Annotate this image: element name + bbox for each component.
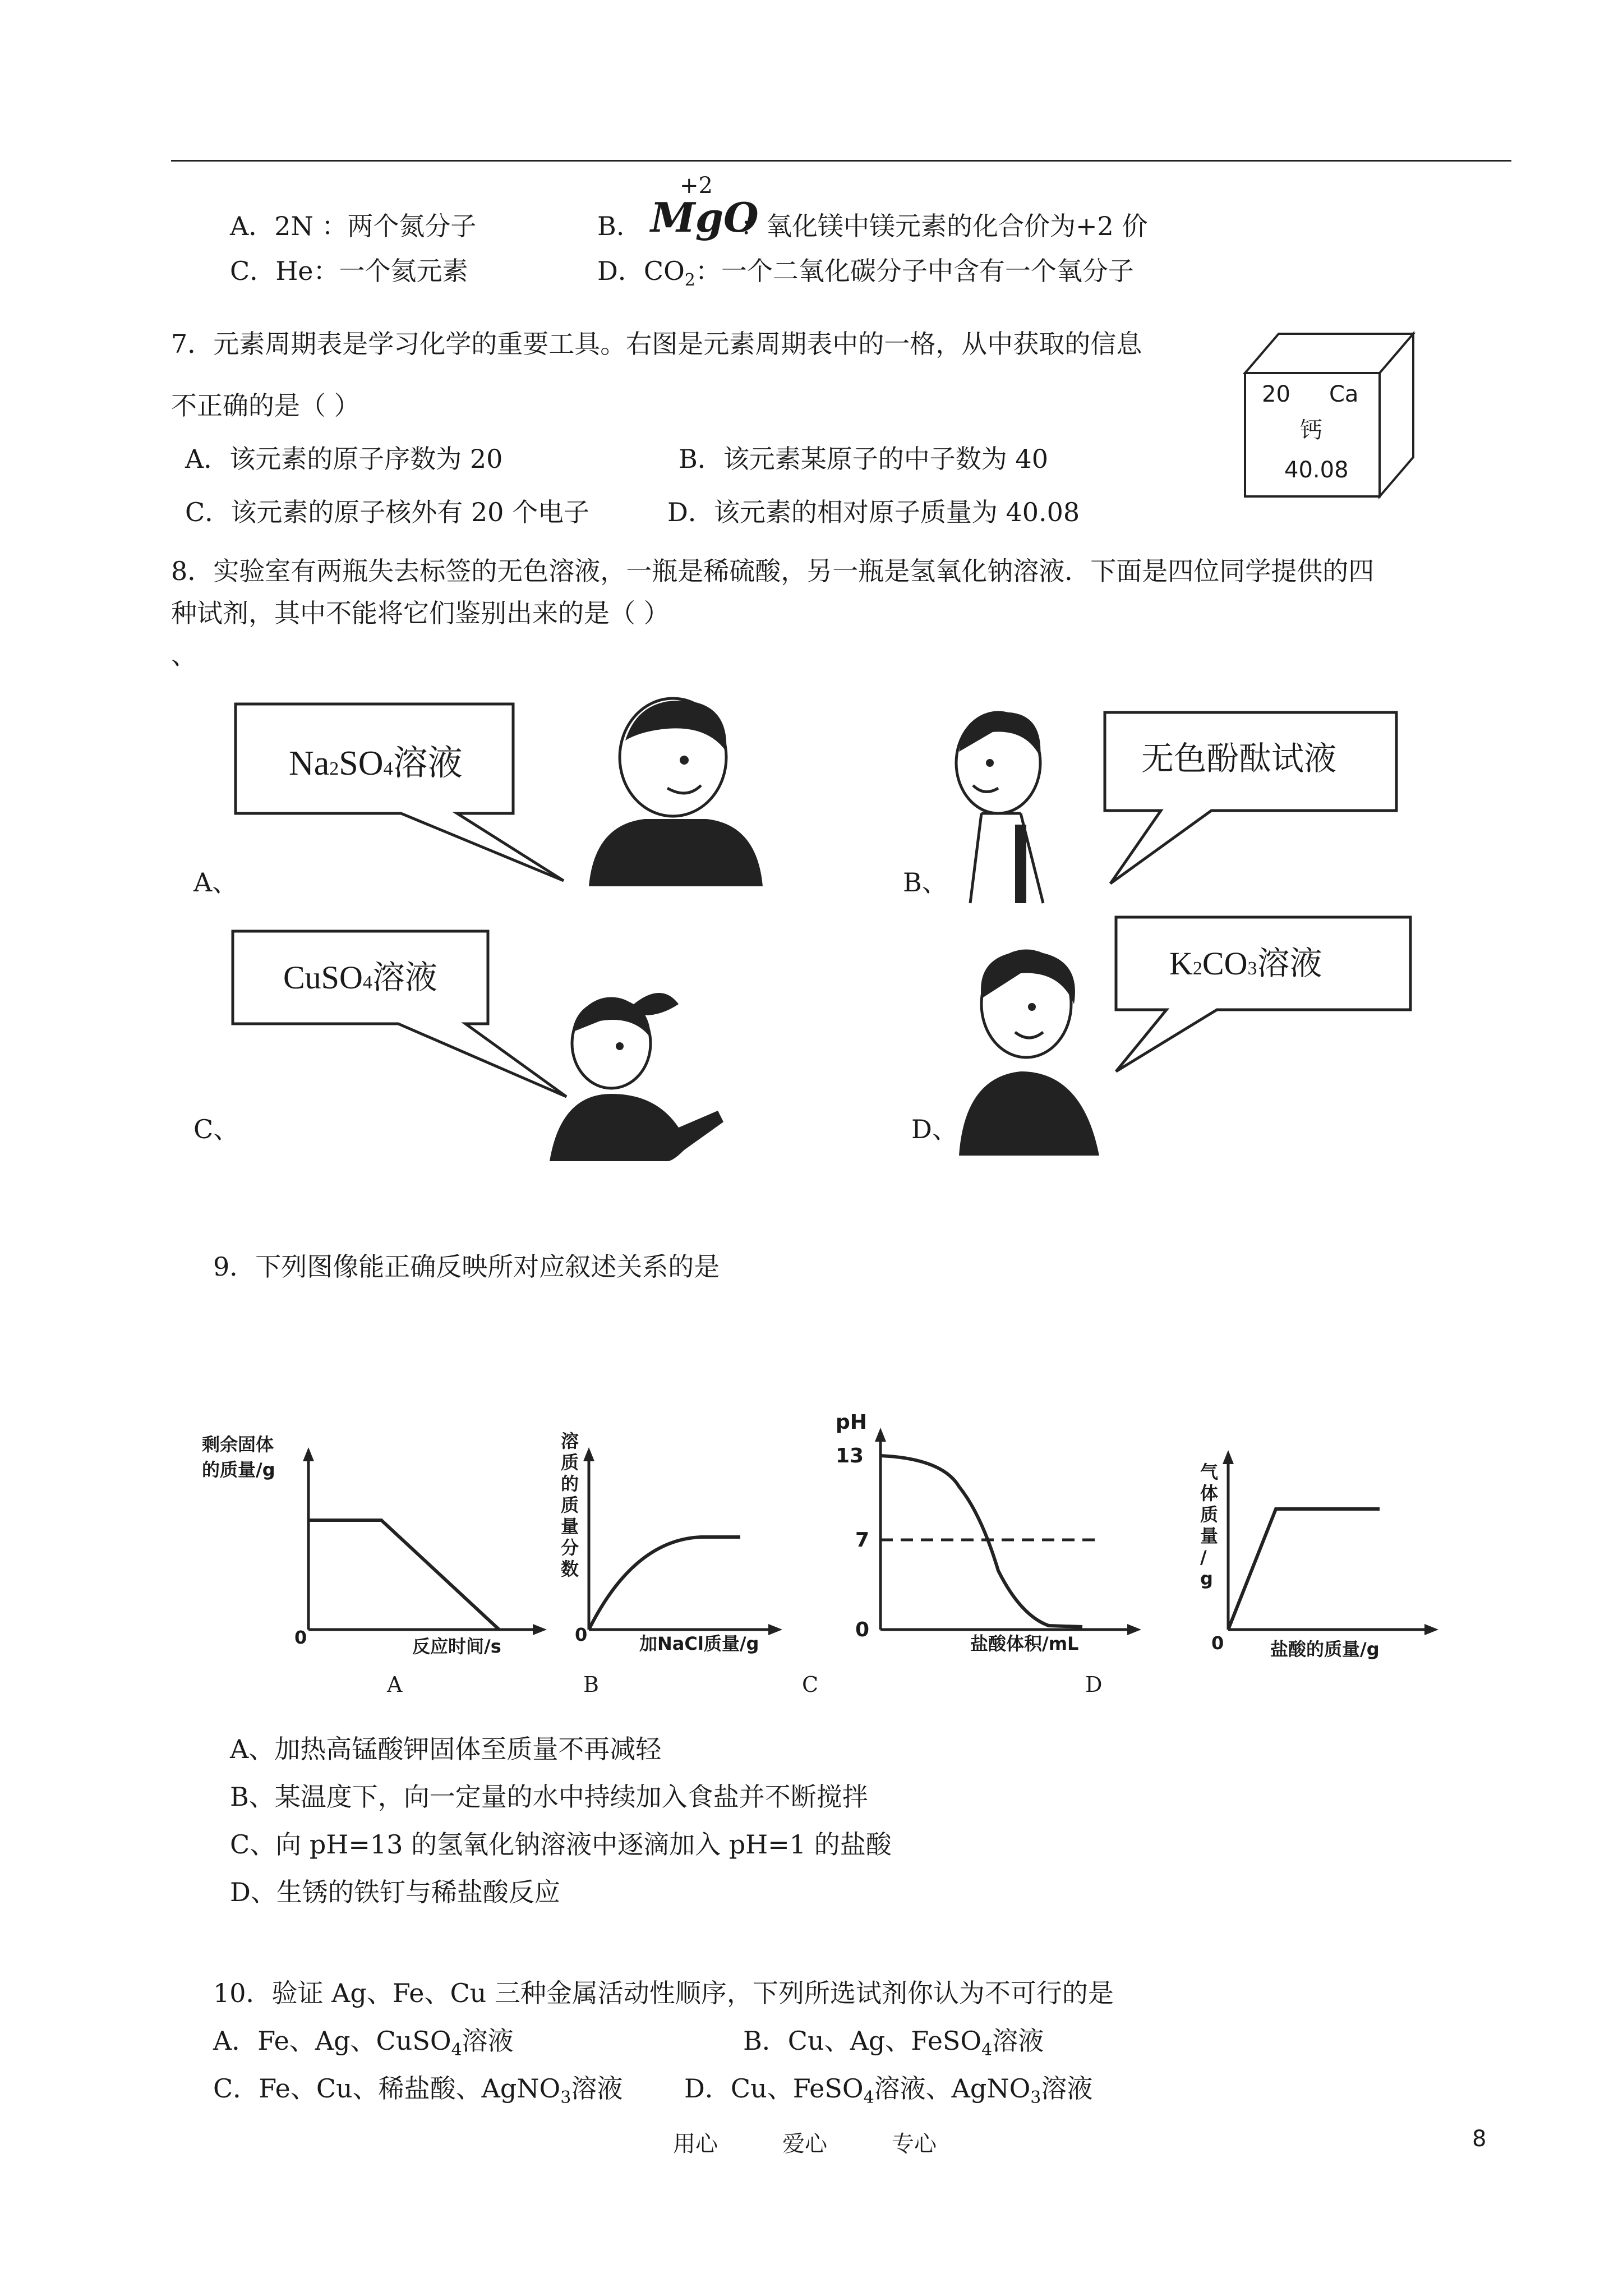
q6-option-a: A．2N ：两个氮分子 <box>230 211 477 241</box>
q8-stem-line1: 8．实验室有两瓶失去标签的无色溶液，一瓶是稀硫酸，另一瓶是氢氧化钠溶液．下面是四位同学提供的四 <box>171 556 1375 586</box>
chart-a <box>292 1444 550 1641</box>
chart-b-origin: 0 <box>575 1624 588 1645</box>
q10-option-d: D．Cu、FeSO$_4$溶液、AgNO$_3$溶液 <box>684 2073 1093 2108</box>
chart-c-ylabel: pH <box>836 1411 867 1434</box>
chart-d <box>1211 1447 1447 1641</box>
q6-option-b-text: ：氧化镁中镁元素的化合价为+2 价 <box>740 211 1148 241</box>
q7-stem-line1: 7．元素周期表是学习化学的重要工具。右图是元素周期表中的一格，从中获取的信息 <box>171 329 1142 359</box>
q7-option-c: C．该元素的原子核外有 20 个电子 <box>185 497 589 527</box>
bubble-c-text: CuSO4溶液 <box>283 959 437 996</box>
periodic-cell-name: 钙 <box>1300 417 1322 443</box>
bubble-a <box>233 701 580 886</box>
q6-mgo-formula: MgO <box>651 194 759 241</box>
periodic-cell-symbol: Ca <box>1329 381 1359 407</box>
chart-d-letter: D <box>1085 1672 1103 1697</box>
header-rule <box>171 160 1511 162</box>
page-number: 8 <box>1472 2126 1487 2152</box>
q6-option-b-prefix: B. <box>597 211 625 241</box>
chart-b <box>572 1444 785 1641</box>
chart-c-tick-7: 7 <box>855 1529 870 1552</box>
q6-valence-mark: +2 <box>680 173 713 199</box>
student-c-illustration <box>516 982 729 1161</box>
q8-label-a: A、 <box>193 867 238 898</box>
chart-a-ylabel-2: 的质量/g <box>202 1459 275 1480</box>
chart-c-tick-13: 13 <box>836 1444 864 1467</box>
bubble-a-text: Na2SO4溶液 <box>289 744 463 783</box>
q8-stem-line2: 种试剂，其中不能将它们鉴别出来的是（ ） <box>171 598 670 628</box>
student-d-illustration <box>953 942 1110 1156</box>
periodic-cell-number: 20 <box>1262 381 1290 407</box>
q9-option-c: C、向 pH=13 的氢氧化钠溶液中逐滴加入 pH=1 的盐酸 <box>230 1829 892 1860</box>
chart-b-ylabel: 溶 质 的 质 量 分 数 <box>561 1430 579 1580</box>
q8-stray-mark: 、 <box>171 640 197 670</box>
chart-a-ylabel-1: 剩余固体 <box>202 1434 274 1455</box>
periodic-cell-mass: 40.08 <box>1284 457 1349 483</box>
footer-left: 用心 <box>673 2131 718 2157</box>
footer-mid: 爱心 <box>782 2131 827 2157</box>
q10-option-a: A．Fe、Ag、CuSO$_4$溶液 <box>213 2026 514 2060</box>
chart-a-origin: 0 <box>294 1627 307 1648</box>
bubble-d-text: K2CO3溶液 <box>1169 945 1322 982</box>
chart-a-letter: A <box>387 1672 403 1697</box>
chart-c-origin: 0 <box>855 1618 870 1641</box>
q8-label-c: C、 <box>193 1114 239 1144</box>
student-b-illustration <box>931 701 1077 909</box>
chart-b-letter: B <box>583 1672 599 1697</box>
q9-option-d: D、生锈的铁钉与稀盐酸反应 <box>230 1877 560 1907</box>
chart-c-letter: C <box>802 1672 819 1697</box>
footer-right: 专心 <box>892 2131 937 2157</box>
q7-option-a: A．该元素的原子序数为 20 <box>185 444 503 474</box>
q7-option-d: D．该元素的相对原子质量为 40.08 <box>667 497 1080 527</box>
q6-option-c: C．He：一个氦元素 <box>230 256 468 286</box>
chart-d-xlabel: 盐酸的质量/g <box>1270 1639 1380 1660</box>
chart-d-ylabel: 气 体 质 量 / g <box>1200 1461 1219 1589</box>
student-a-illustration <box>578 690 768 892</box>
chart-b-xlabel: 加NaCl质量/g <box>639 1633 759 1654</box>
q10-option-c: C．Fe、Cu、稀盐酸、AgNO$_3$溶液 <box>213 2073 623 2108</box>
q7-option-b: B．该元素某原子的中子数为 40 <box>679 444 1048 474</box>
q8-label-b: B、 <box>903 867 948 898</box>
chart-c <box>864 1425 1144 1641</box>
q9-stem: 9．下列图像能正确反映所对应叙述关系的是 <box>213 1251 720 1282</box>
q6-option-d: D．$CO_2$：一个二氧化碳分子中含有一个氧分子 <box>597 256 1134 290</box>
q10-option-b: B．Cu、Ag、FeSO$_4$溶液 <box>743 2026 1044 2060</box>
chart-c-xlabel: 盐酸体积/mL <box>970 1633 1079 1654</box>
chart-d-origin: 0 <box>1211 1632 1224 1654</box>
chart-a-xlabel: 反应时间/s <box>412 1636 501 1657</box>
q10-stem: 10．验证 Ag、Fe、Cu 三种金属活动性顺序，下列所选试剂你认为不可行的是 <box>213 1978 1114 2008</box>
q9-option-b: B、某温度下，向一定量的水中持续加入食盐并不断搅拌 <box>230 1782 868 1812</box>
q8-label-d: D、 <box>911 1114 958 1144</box>
bubble-b-text: 无色酚酞试液 <box>1141 740 1337 777</box>
q7-stem-line2: 不正确的是（ ） <box>171 390 360 421</box>
q9-option-a: A、加热高锰酸钾固体至质量不再减轻 <box>230 1734 662 1764</box>
